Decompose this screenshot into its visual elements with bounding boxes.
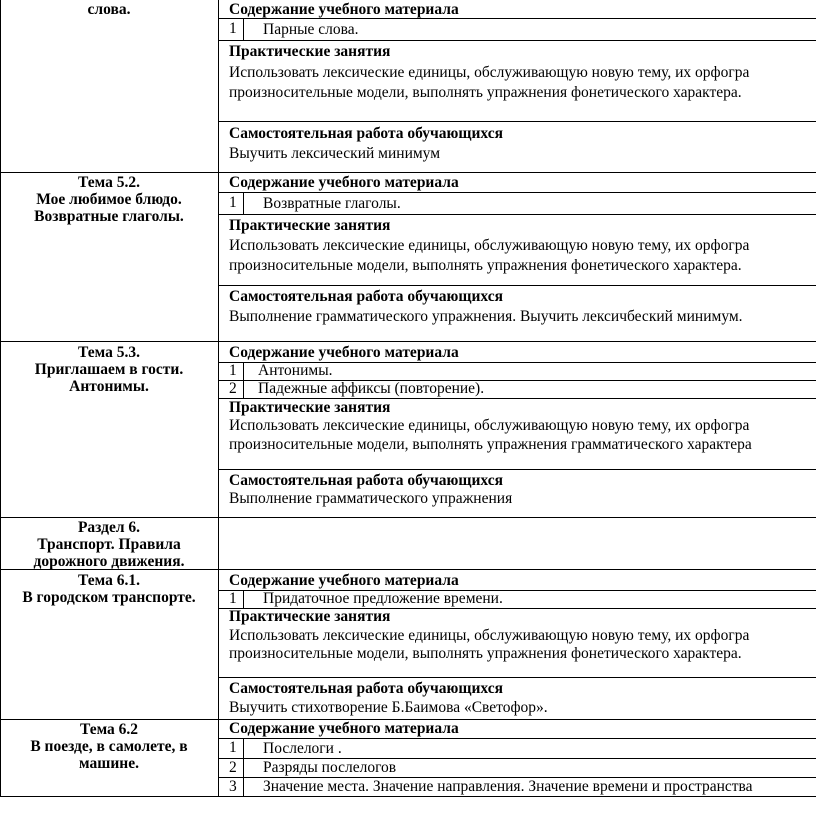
topic-line: Тема 5.2. bbox=[78, 174, 140, 191]
item-number: 1 bbox=[229, 194, 237, 211]
practice-line: Использовать лексические единицы, обслуживающую новую тему, их орфогра bbox=[229, 64, 750, 81]
row-border bbox=[218, 40, 816, 41]
self-work-header: Самостоятельная работа обучающихся bbox=[229, 680, 503, 697]
topic-cell bbox=[0, 174, 218, 225]
topic-line: слова. bbox=[87, 1, 131, 18]
self-work-header: Самостоятельная работа обучающихся bbox=[229, 288, 503, 305]
item-number: 2 bbox=[229, 759, 237, 776]
item-number: 1 bbox=[229, 20, 237, 37]
item-text: Послелоги . bbox=[263, 740, 342, 757]
section-cell bbox=[0, 519, 218, 570]
row-border bbox=[218, 192, 816, 193]
row-border bbox=[218, 469, 816, 470]
topic-line: Приглашаем в гости. bbox=[34, 361, 184, 378]
topic-line: Тема 5.3. bbox=[78, 344, 140, 361]
row-border bbox=[0, 796, 816, 797]
self-work-text: Выполнение грамматического упражнения. Выучить лексичбеский минимум. bbox=[229, 308, 743, 325]
table-left-border bbox=[0, 0, 1, 797]
topic-cell bbox=[0, 721, 218, 772]
practice-line: Использовать лексические единицы, обслуживающую новую тему, их орфогра bbox=[229, 237, 750, 254]
self-work-text: Выучить лексический минимум bbox=[229, 145, 441, 162]
item-number: 1 bbox=[229, 739, 237, 756]
practice-line: Использовать лексические единицы, обслуживающую новую тему, их орфогра bbox=[229, 417, 750, 434]
practice-line: произносительные модели, выполнять упражнения фонетического характера. bbox=[229, 645, 742, 662]
section-line: Транспорт. Правила bbox=[37, 536, 181, 553]
section-line: Раздел 6. bbox=[77, 519, 141, 536]
self-work-header: Самостоятельная работа обучающихся bbox=[229, 125, 503, 142]
row-border bbox=[0, 341, 816, 342]
row-border bbox=[0, 172, 816, 173]
topic-line: Возвратные глаголы. bbox=[34, 208, 184, 225]
practice-header: Практические занятия bbox=[229, 217, 391, 234]
row-border bbox=[0, 517, 816, 518]
item-text: Антонимы. bbox=[258, 362, 333, 379]
practice-header: Практические занятия bbox=[229, 399, 391, 416]
topic-line: В городском транспорте. bbox=[22, 589, 196, 606]
topic-line: В поезде, в самолете, в bbox=[30, 738, 188, 755]
practice-line: произносительные модели, выполнять упражнения грамматического характера bbox=[229, 436, 752, 453]
content-header: Содержание учебного материала bbox=[229, 174, 459, 191]
row-border bbox=[218, 214, 816, 215]
row-border bbox=[218, 121, 816, 122]
item-number: 1 bbox=[229, 590, 237, 607]
number-column-divider bbox=[243, 738, 244, 797]
self-work-text: Выучить стихотворение Б.Баимова «Светофор». bbox=[229, 699, 548, 716]
row-border bbox=[218, 738, 816, 739]
topic-cell bbox=[0, 344, 218, 395]
content-header: Содержание учебного материала bbox=[229, 1, 459, 18]
content-header: Содержание учебного материала bbox=[229, 344, 459, 361]
practice-line: произносительные модели, выполнять упражнения фонетического характера. bbox=[229, 84, 742, 101]
item-text: Возвратные глаголы. bbox=[263, 195, 401, 212]
item-text: Разряды послелогов bbox=[263, 759, 397, 776]
number-column-divider bbox=[243, 192, 244, 214]
topic-cell bbox=[0, 1, 218, 18]
content-header: Содержание учебного материала bbox=[229, 720, 459, 737]
item-number: 2 bbox=[229, 380, 237, 397]
topic-line: Антонимы. bbox=[69, 378, 149, 395]
practice-line: Использовать лексические единицы, обслуживающую новую тему, их орфогра bbox=[229, 627, 750, 644]
practice-line: произносительные модели, выполнять упражнения фонетического характера. bbox=[229, 257, 742, 274]
item-text: Парные слова. bbox=[263, 21, 359, 38]
practice-header: Практические занятия bbox=[229, 608, 391, 625]
item-number: 1 bbox=[229, 362, 237, 379]
row-border bbox=[218, 677, 816, 678]
item-text: Падежные аффиксы (повторение). bbox=[258, 380, 485, 397]
number-column-divider bbox=[243, 18, 244, 40]
topic-line: Тема 6.2 bbox=[79, 721, 139, 738]
topic-line: Мое любимое блюдо. bbox=[36, 191, 182, 208]
item-number: 3 bbox=[229, 778, 237, 795]
number-column-divider bbox=[243, 590, 244, 608]
topic-cell bbox=[0, 572, 218, 606]
row-border bbox=[218, 285, 816, 286]
item-text: Значение места. Значение направления. Значение времени и пространства bbox=[263, 778, 753, 795]
practice-header: Практические занятия bbox=[229, 43, 391, 60]
topic-line: Тема 6.1. bbox=[78, 572, 140, 589]
item-text: Придаточное предложение времени. bbox=[263, 590, 503, 607]
self-work-text: Выполнение грамматического упражнения bbox=[229, 490, 513, 507]
content-header: Содержание учебного материала bbox=[229, 572, 459, 589]
topic-line: машине. bbox=[79, 755, 139, 772]
self-work-header: Самостоятельная работа обучающихся bbox=[229, 472, 503, 489]
section-line: дорожного движения. bbox=[33, 553, 185, 570]
